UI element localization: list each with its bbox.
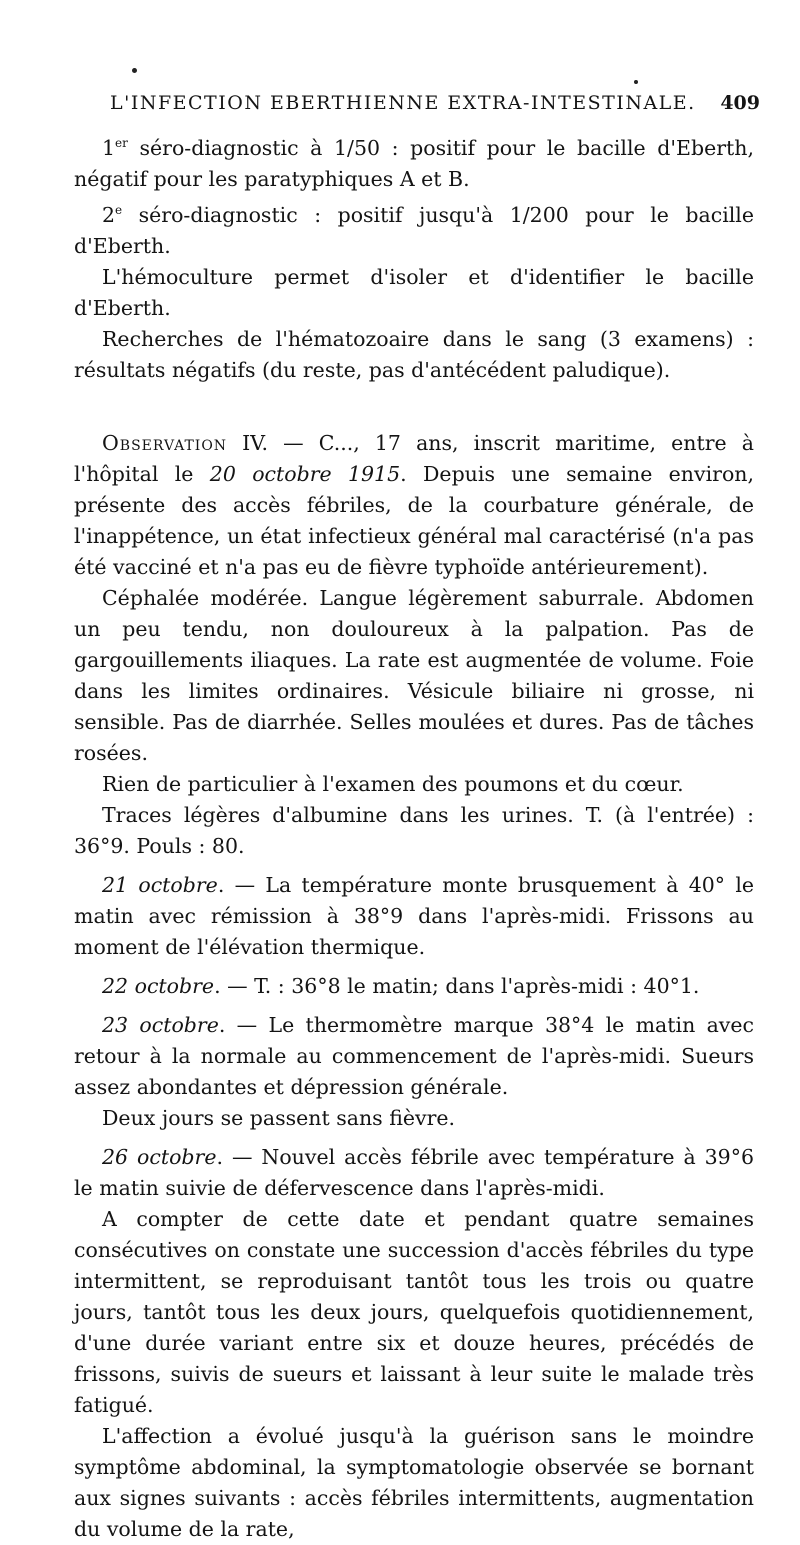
- entry-date: 21 octobre: [102, 872, 218, 897]
- section-gap: [74, 386, 754, 428]
- paragraph-gap: [74, 963, 754, 971]
- paragraph-22-oct: [74, 971, 754, 1002]
- running-header: [110, 92, 760, 114]
- paragraph-urine: Traces légères d'albumine dans les urines. T. (à l'entrée) : 36°9. Pouls : 80.: [74, 802, 754, 858]
- ordinal: 1: [102, 135, 116, 160]
- paragraph-text: séro-diagnostic : positif jusqu'à 1/200 pour le bacille d'Eberth.: [74, 202, 754, 258]
- page-number: 409: [720, 92, 760, 114]
- paragraph-gap: [74, 1002, 754, 1010]
- paragraph-four-weeks: A compter de cette date et pendant quatre semaines consécutives on constate une succession d'accès fébriles du type intermittent, se reproduisant tantôt tous les trois ou quatre jours, tantôt tous les deux jours, quelquefois quotidiennement, d'une durée variant entre six et douze heures, précédés de frissons, suivis de sueurs et laissant à leur suite le malade très fatigué.: [74, 1206, 754, 1417]
- paragraph-text: . — La température monte brusquement à 40° le matin avec rémission à 38°9 dans l'après-midi. Frissons au moment de l'élévation thermique.: [74, 872, 755, 959]
- paragraph-23-oct: [74, 1010, 754, 1103]
- print-speck: [634, 80, 638, 84]
- paragraph-21-oct: [74, 870, 754, 963]
- ordinal: 2: [102, 202, 116, 227]
- running-title: L'INFECTION EBERTHIENNE EXTRA-INTESTINALE.: [110, 92, 696, 114]
- paragraph-text: . — T. : 36°8 le matin; dans l'après-midi : 40°1.: [214, 973, 700, 998]
- ordinal-suffix: er: [115, 136, 128, 150]
- print-speck: [132, 68, 137, 73]
- paragraph-text: . — Le thermomètre marque 38°4 le matin avec retour à la normale au commencement de l'après-midi. Sueurs assez abondantes et dépression générale.: [74, 1012, 754, 1099]
- paragraph-sero-1: [74, 128, 754, 195]
- ordinal-suffix: e: [115, 202, 123, 217]
- paragraph-gap: [74, 1134, 754, 1142]
- observation-label: Observation: [102, 430, 228, 455]
- paragraph-text: . — Nouvel accès fébrile avec température à 39°6 le matin suivie de défervescence dans l'après-midi.: [74, 1144, 754, 1200]
- paragraph-hemoculture: L'hémoculture permet d'isoler et d'identifier le bacille d'Eberth.: [74, 264, 754, 320]
- paragraph-sero-2: [74, 195, 754, 262]
- paragraph-text: . Depuis une semaine environ, présente des accès fébriles, de la courbature générale, de l'inappétence, un état infectieux général mal caractérisé (n'a pas été vacciné et n'a pas eu de fièvre typhoïde antérieurement).: [74, 461, 755, 579]
- paragraph-text: IV. — C..., 17 ans, inscrit maritime, entre à l'hôpital le: [74, 430, 754, 486]
- admission-date: 20 octobre 1915: [209, 461, 401, 486]
- entry-date: 26 octobre: [102, 1144, 217, 1169]
- paragraph-gap: [74, 862, 754, 870]
- paragraph-text: séro-diagnostic à 1/50 : positif pour le bacille d'Eberth, négatif pour les paratyphiques A et B.: [74, 135, 754, 191]
- paragraph-lungs-heart: Rien de particulier à l'examen des poumons et du cœur.: [102, 771, 684, 796]
- paragraph-26-oct: [74, 1142, 754, 1204]
- entry-date: 22 octobre: [102, 973, 215, 998]
- paragraph-evolution: L'affection a évolué jusqu'à la guérison sans le moindre symptôme abdominal, la symptomatologie observée se bornant aux signes suivants : accès fébriles intermittents, augmentation du volume de la rate,: [74, 1423, 754, 1541]
- paragraph-clinical-exam: Céphalée modérée. Langue légèrement saburrale. Abdomen un peu tendu, non douloureux à la palpation. Pas de gargouillements iliaques. La rate est augmentée de volume. Foie dans les limites ordinaires. Vésicule biliaire ni grosse, ni sensible. Pas de diarrhée. Selles moulées et dures. Pas de tâches rosées.: [74, 585, 754, 765]
- paragraph-hematozoaire: Recherches de l'hématozoaire dans le sang (3 examens) : résultats négatifs (du reste, pas d'antécédent paludique).: [74, 326, 754, 382]
- paragraph-no-fever: Deux jours se passent sans fièvre.: [102, 1105, 456, 1130]
- entry-date: 23 octobre: [102, 1012, 219, 1037]
- paragraph-observation: [74, 428, 754, 583]
- body-text: [74, 128, 754, 1545]
